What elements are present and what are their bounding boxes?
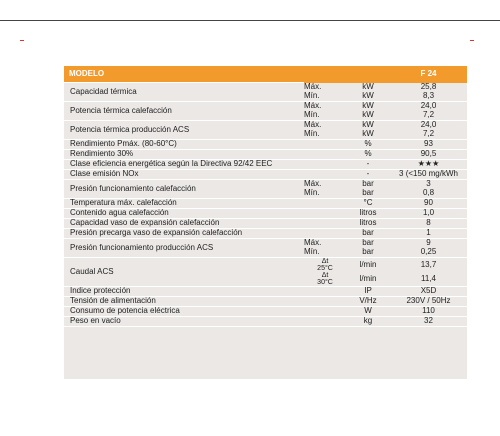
table-row xyxy=(64,228,467,238)
spec-qualifier: Máx. xyxy=(304,120,322,129)
spec-name: Peso en vacío xyxy=(64,316,304,326)
table-row xyxy=(64,238,467,248)
spec-unit: bar xyxy=(346,248,390,258)
model-label: MODELO xyxy=(64,66,304,83)
table-header xyxy=(64,66,467,83)
spec-name: Tensión de alimentación xyxy=(64,296,304,306)
spec-qualifier xyxy=(304,228,346,238)
table-row xyxy=(64,179,467,189)
spec-qualifier xyxy=(304,149,346,159)
table-row xyxy=(64,218,467,228)
spec-qualifier: Δt 30°C xyxy=(304,272,346,287)
spec-name: Caudal ACS xyxy=(64,257,304,286)
spec-name: Potencia térmica producción ACS xyxy=(64,120,304,139)
spec-unit: bar xyxy=(362,179,374,188)
spec-value: 3 (<150 mg/kWh xyxy=(390,169,467,179)
spec-qualifier xyxy=(304,296,346,306)
spec-value: 110 xyxy=(390,306,467,316)
spec-name: Presión funcionamiento producción ACS xyxy=(64,238,304,257)
header-spacer xyxy=(346,66,390,83)
spec-unit: kW xyxy=(346,130,390,140)
spec-unit: litros xyxy=(346,218,390,228)
table-row xyxy=(64,149,467,159)
table-row xyxy=(64,257,467,272)
spec-value: 11,4 xyxy=(390,272,467,287)
spec-unit: - xyxy=(346,169,390,179)
table-row xyxy=(64,306,467,316)
spec-qualifier: Mín. xyxy=(304,130,346,140)
spec-name: Presión precarga vaso de expansión calefacción xyxy=(64,228,304,238)
top-rule xyxy=(0,20,500,21)
spec-unit: kW xyxy=(346,111,390,121)
spec-qualifier xyxy=(304,198,346,208)
spec-name: Índice protección xyxy=(64,286,304,296)
spec-unit: l/min xyxy=(346,272,390,287)
spec-unit: bar xyxy=(346,228,390,238)
spec-name: Temperatura máx. calefacción xyxy=(64,198,304,208)
spec-qualifier xyxy=(304,218,346,228)
spec-name: Capacidad vaso de expansión calefacción xyxy=(64,218,304,228)
spec-qualifier: Mín. xyxy=(304,189,346,199)
right-tick-mark xyxy=(470,40,474,41)
spec-qualifier: Máx. xyxy=(304,101,322,110)
spec-qualifier: Mín. xyxy=(304,111,346,121)
table-row xyxy=(64,296,467,306)
spec-unit: °C xyxy=(346,198,390,208)
spec-qualifier: Máx. xyxy=(304,238,322,247)
table-row xyxy=(64,159,467,169)
spec-unit: bar xyxy=(362,238,374,247)
spec-qualifier: Mín. xyxy=(304,248,346,258)
spec-qualifier: Mín. xyxy=(304,92,346,102)
table-row xyxy=(64,169,467,179)
spec-qualifier: Máx. xyxy=(304,179,322,188)
spec-value: 93 xyxy=(390,139,467,149)
spec-unit: kW xyxy=(346,92,390,102)
spec-value: 3 xyxy=(426,179,431,188)
spec-sheet xyxy=(64,66,467,379)
spec-value: 8,3 xyxy=(390,92,467,102)
spec-value: 1,0 xyxy=(390,208,467,218)
spec-unit: kW xyxy=(362,82,374,91)
spec-unit: V/Hz xyxy=(346,296,390,306)
spec-qualifier: Máx. xyxy=(304,82,322,91)
left-tick-mark xyxy=(20,40,24,41)
spec-qualifier xyxy=(304,316,346,326)
spec-qualifier xyxy=(304,208,346,218)
spec-name: Capacidad térmica xyxy=(64,83,304,102)
spec-unit: IP xyxy=(346,286,390,296)
spec-unit: l/min xyxy=(359,259,377,269)
spec-value: 24,0 xyxy=(420,120,437,129)
spec-name: Consumo de potencia eléctrica xyxy=(64,306,304,316)
spec-value: ★★★ xyxy=(390,159,467,169)
spec-value: X5D xyxy=(390,286,467,296)
spec-unit: kg xyxy=(346,316,390,326)
spec-value: 0,25 xyxy=(390,248,467,258)
spec-name: Clase eficiencia energética según la Directiva 92/42 EEC xyxy=(64,159,304,169)
spec-name: Clase emisión NOx xyxy=(64,169,304,179)
spec-unit: bar xyxy=(346,189,390,199)
spec-value: 7,2 xyxy=(390,111,467,121)
table-row xyxy=(64,120,467,130)
spec-value: 13,7 xyxy=(420,259,437,269)
spec-name: Contenido agua calefacción xyxy=(64,208,304,218)
spec-value: 7,2 xyxy=(390,130,467,140)
spec-qualifier: Δt 25°C xyxy=(317,257,333,272)
spec-unit: % xyxy=(346,149,390,159)
spec-qualifier xyxy=(304,159,346,169)
spec-unit: W xyxy=(346,306,390,316)
table-row xyxy=(64,139,467,149)
spec-value: 25,8 xyxy=(420,82,437,91)
spec-value: 9 xyxy=(426,238,431,247)
spec-unit: % xyxy=(346,139,390,149)
spec-table xyxy=(64,66,467,327)
spec-value: 1 xyxy=(390,228,467,238)
spec-qualifier xyxy=(304,139,346,149)
spec-unit: - xyxy=(346,159,390,169)
table-row xyxy=(64,316,467,326)
spec-value: 230V / 50Hz xyxy=(390,296,467,306)
spec-unit: litros xyxy=(346,208,390,218)
spec-unit: kW xyxy=(362,120,374,129)
spec-qualifier xyxy=(304,306,346,316)
header-spacer xyxy=(304,66,346,83)
spec-unit: kW xyxy=(362,101,374,110)
spec-qualifier xyxy=(304,286,346,296)
spec-value: 0,8 xyxy=(390,189,467,199)
spec-value: 90,5 xyxy=(390,149,467,159)
spec-name: Rendimiento Pmáx. (80-60°C) xyxy=(64,139,304,149)
table-row xyxy=(64,286,467,296)
table-row xyxy=(64,101,467,111)
spec-value: 90 xyxy=(390,198,467,208)
table-row xyxy=(64,83,467,92)
model-value: F 24 xyxy=(390,66,467,83)
spec-name: Presión funcionamiento calefacción xyxy=(64,179,304,198)
spec-value: 32 xyxy=(390,316,467,326)
table-row xyxy=(64,198,467,208)
spec-name: Rendimiento 30% xyxy=(64,149,304,159)
spec-value: 24,0 xyxy=(420,101,437,110)
spec-name: Potencia térmica calefacción xyxy=(64,101,304,120)
table-row xyxy=(64,208,467,218)
spec-value: 8 xyxy=(390,218,467,228)
spec-qualifier xyxy=(304,169,346,179)
